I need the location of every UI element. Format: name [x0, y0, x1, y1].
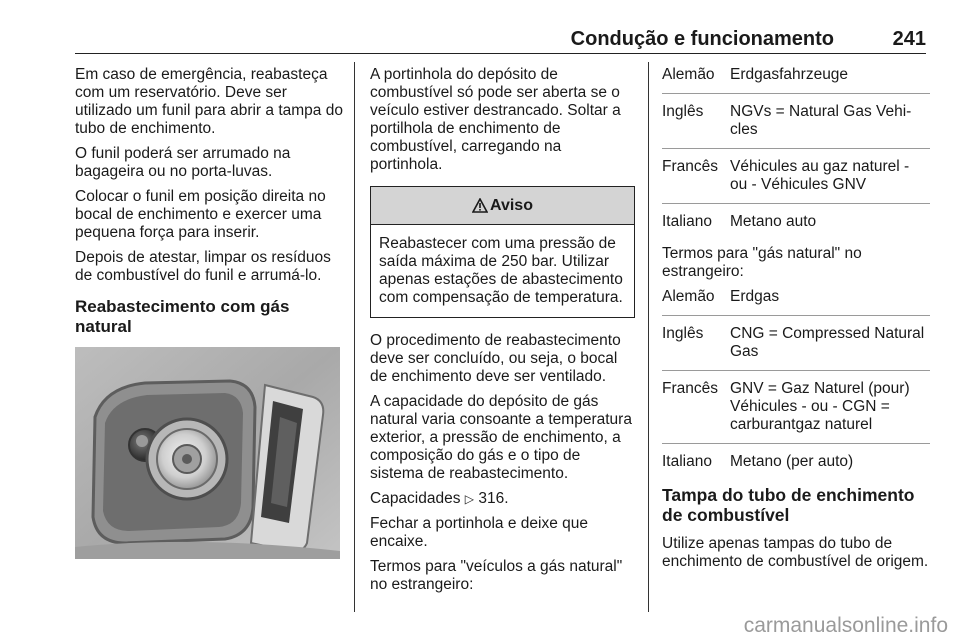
table-row	[662, 66, 930, 84]
table-term: GNV = Gaz Naturel (pour) Véhicules - ou - CGN = carburantgaz naturel	[730, 380, 910, 433]
paragraph: O funil poderá ser arrumado na bagageira ou no porta-luvas.	[75, 145, 291, 180]
table-term: NGVs = Natural Gas Vehi-cles	[730, 103, 912, 138]
table-divider	[662, 93, 930, 94]
capacity-reference	[370, 490, 635, 508]
watermark: carmanualsonline.info	[743, 614, 948, 637]
warning-triangle-icon	[472, 198, 488, 213]
column-right	[662, 66, 930, 578]
table-lang: Alemão	[662, 66, 715, 83]
table-row	[662, 213, 930, 231]
paragraph: Fechar a portinhola e deixe que encaixe.	[370, 515, 589, 550]
table-term: Erdgas	[730, 288, 780, 305]
section-heading: Tampa do tubo de enchimento de combustível	[662, 485, 915, 525]
table-divider	[662, 203, 930, 204]
table-term: CNG = Compressed Natural Gas	[730, 325, 925, 360]
paragraph: Colocar o funil em posição direita no bocal de enchimento e exercer uma pequena força para inserir.	[75, 188, 326, 241]
table-row	[662, 288, 930, 306]
table-lang: Francês	[662, 380, 718, 397]
table-divider	[662, 443, 930, 444]
column-left	[75, 66, 345, 559]
paragraph: A capacidade do depósito de gás natural varia consoante a temperatura exterior, a pressão de enchimento, a composição do gás e o tipo de sistema de reabastecimento.	[370, 393, 632, 482]
table-term: Metano (per auto)	[730, 453, 854, 470]
paragraph: O procedimento de reabastecimento deve ser concluído, ou seja, o bocal de enchimento deve ser ventilado.	[370, 332, 621, 385]
terms-table-gas	[662, 288, 930, 471]
table-lang: Inglês	[662, 325, 704, 342]
table-divider	[662, 315, 930, 316]
page-reference-icon[interactable]: ▷	[464, 492, 475, 506]
table-term: Metano auto	[730, 213, 817, 230]
table-divider	[662, 148, 930, 149]
table-term: Véhicules au gaz naturel - ou - Véhicules GNV	[730, 158, 910, 193]
paragraph: Depois de atestar, limpar os resíduos de combustível do funil e arrumá-lo.	[75, 249, 331, 284]
paragraph: A portinhola do depósito de combustível só pode ser aberta se o veículo estiver destrancado. Soltar a portilhola de enchimento de combustível, carregando na portinhola.	[370, 66, 621, 173]
section-heading: Reabastecimento com gás natural	[75, 297, 290, 336]
column-divider	[648, 62, 649, 612]
paragraph: Termos para "gás natural" no estrangeiro:	[662, 245, 862, 280]
table-row	[662, 380, 930, 434]
table-term: Erdgasfahrzeuge	[730, 66, 849, 83]
table-lang: Francês	[662, 158, 718, 175]
column-middle	[370, 66, 635, 601]
table-lang: Inglês	[662, 103, 704, 120]
warning-text: Reabastecer com uma pressão de saída máxima de 250 bar. Utilizar apenas estações de abastecimento com compensação de temperatura.	[379, 235, 623, 306]
page-number: 241	[892, 28, 926, 50]
table-lang: Italiano	[662, 453, 712, 470]
capacity-label: Capacidades	[370, 490, 461, 507]
column-divider	[354, 62, 355, 612]
warning-title: Aviso	[490, 196, 533, 214]
page-header	[75, 28, 926, 54]
table-lang: Alemão	[662, 288, 715, 305]
section-title: Condução e funcionamento	[570, 28, 834, 50]
table-row	[662, 103, 930, 139]
table-row	[662, 325, 930, 361]
table-lang: Italiano	[662, 213, 712, 230]
paragraph: Em caso de emergência, reabasteça com um reservatório. Deve ser utilizado um funil para abrir a tampa do tubo de enchimento.	[75, 66, 343, 137]
table-row	[662, 158, 930, 194]
fuel-filler-photo	[75, 347, 340, 559]
warning-header	[371, 187, 634, 225]
table-divider	[662, 370, 930, 371]
capacity-page-link[interactable]: 316.	[478, 490, 509, 507]
paragraph: Utilize apenas tampas do tubo de enchimento de combustível de origem.	[662, 535, 929, 570]
paragraph: Termos para "veículos a gás natural" no estrangeiro:	[370, 558, 623, 593]
terms-table-vehicles	[662, 66, 930, 231]
table-row	[662, 453, 930, 471]
warning-box	[370, 186, 635, 318]
